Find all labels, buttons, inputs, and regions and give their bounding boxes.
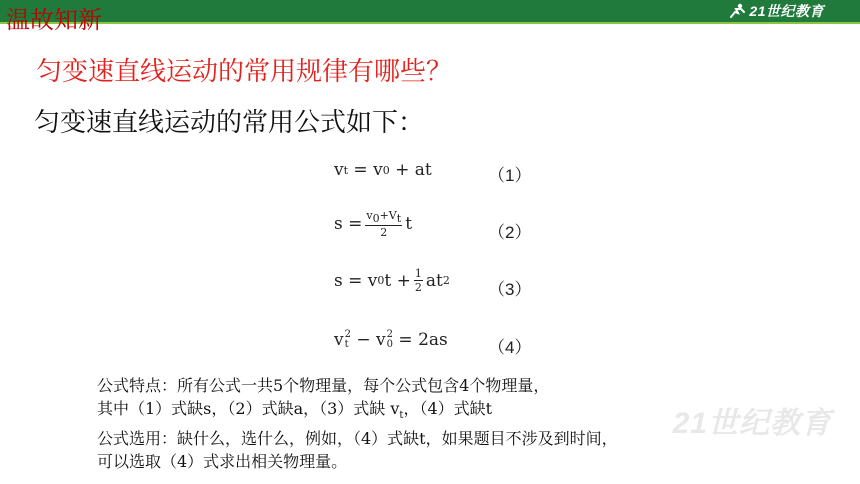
formula-3-number: （3） (488, 280, 532, 299)
formula-3: s = v 0 t + $\frac{1}{2}$ at 2 (334, 267, 450, 294)
brand-logo (728, 2, 824, 20)
notes-line-1: 公式特点：所有公式一共5个物理量，每个公式包含4个物理量， (97, 376, 550, 395)
fraction: $\frac{v_0+V_t}{2}$ (366, 209, 402, 240)
question-title: 匀变速直线运动的常用规律有哪些？ (36, 57, 453, 87)
section-label: 温故知新 (6, 6, 102, 34)
logo-text: 21世纪教育 (749, 3, 824, 19)
notes-block (97, 374, 618, 473)
watermark-logo: 21世纪教育 (672, 407, 832, 440)
notes-line-2-tail: ，（4）式缺t (403, 399, 493, 418)
intro-text: 匀变速直线运动的常用公式如下： (34, 108, 425, 138)
formula-1-number: （1） (488, 166, 532, 185)
header-accent-line (0, 22, 860, 24)
notes-line-2 (97, 397, 618, 427)
formula-2-number: （2） (488, 223, 532, 242)
notes-line-3: 公式选用：缺什么，选什么，例如，（4）式缺t，如果题目不涉及到时间， (97, 429, 618, 449)
formula-2: s = $\frac{v_0+V_t}{2}$ t (334, 209, 413, 240)
notes-line-2-text: 其中（1）式缺s，（2）式缺a，（3）式缺 v (97, 399, 400, 418)
formula-4: v 2 t − v 2 0 = 2as (334, 329, 448, 350)
notes-line-2-subscript: t (399, 410, 404, 422)
formula-1: v t = v 0 + at (334, 160, 432, 180)
runner-icon (728, 3, 746, 19)
notes-line-4: 可以选取（4）式求出相关物理量。 (97, 452, 348, 472)
fraction: $\frac{1}{2}$ (414, 267, 422, 294)
formula-4-number: （4） (488, 338, 532, 357)
